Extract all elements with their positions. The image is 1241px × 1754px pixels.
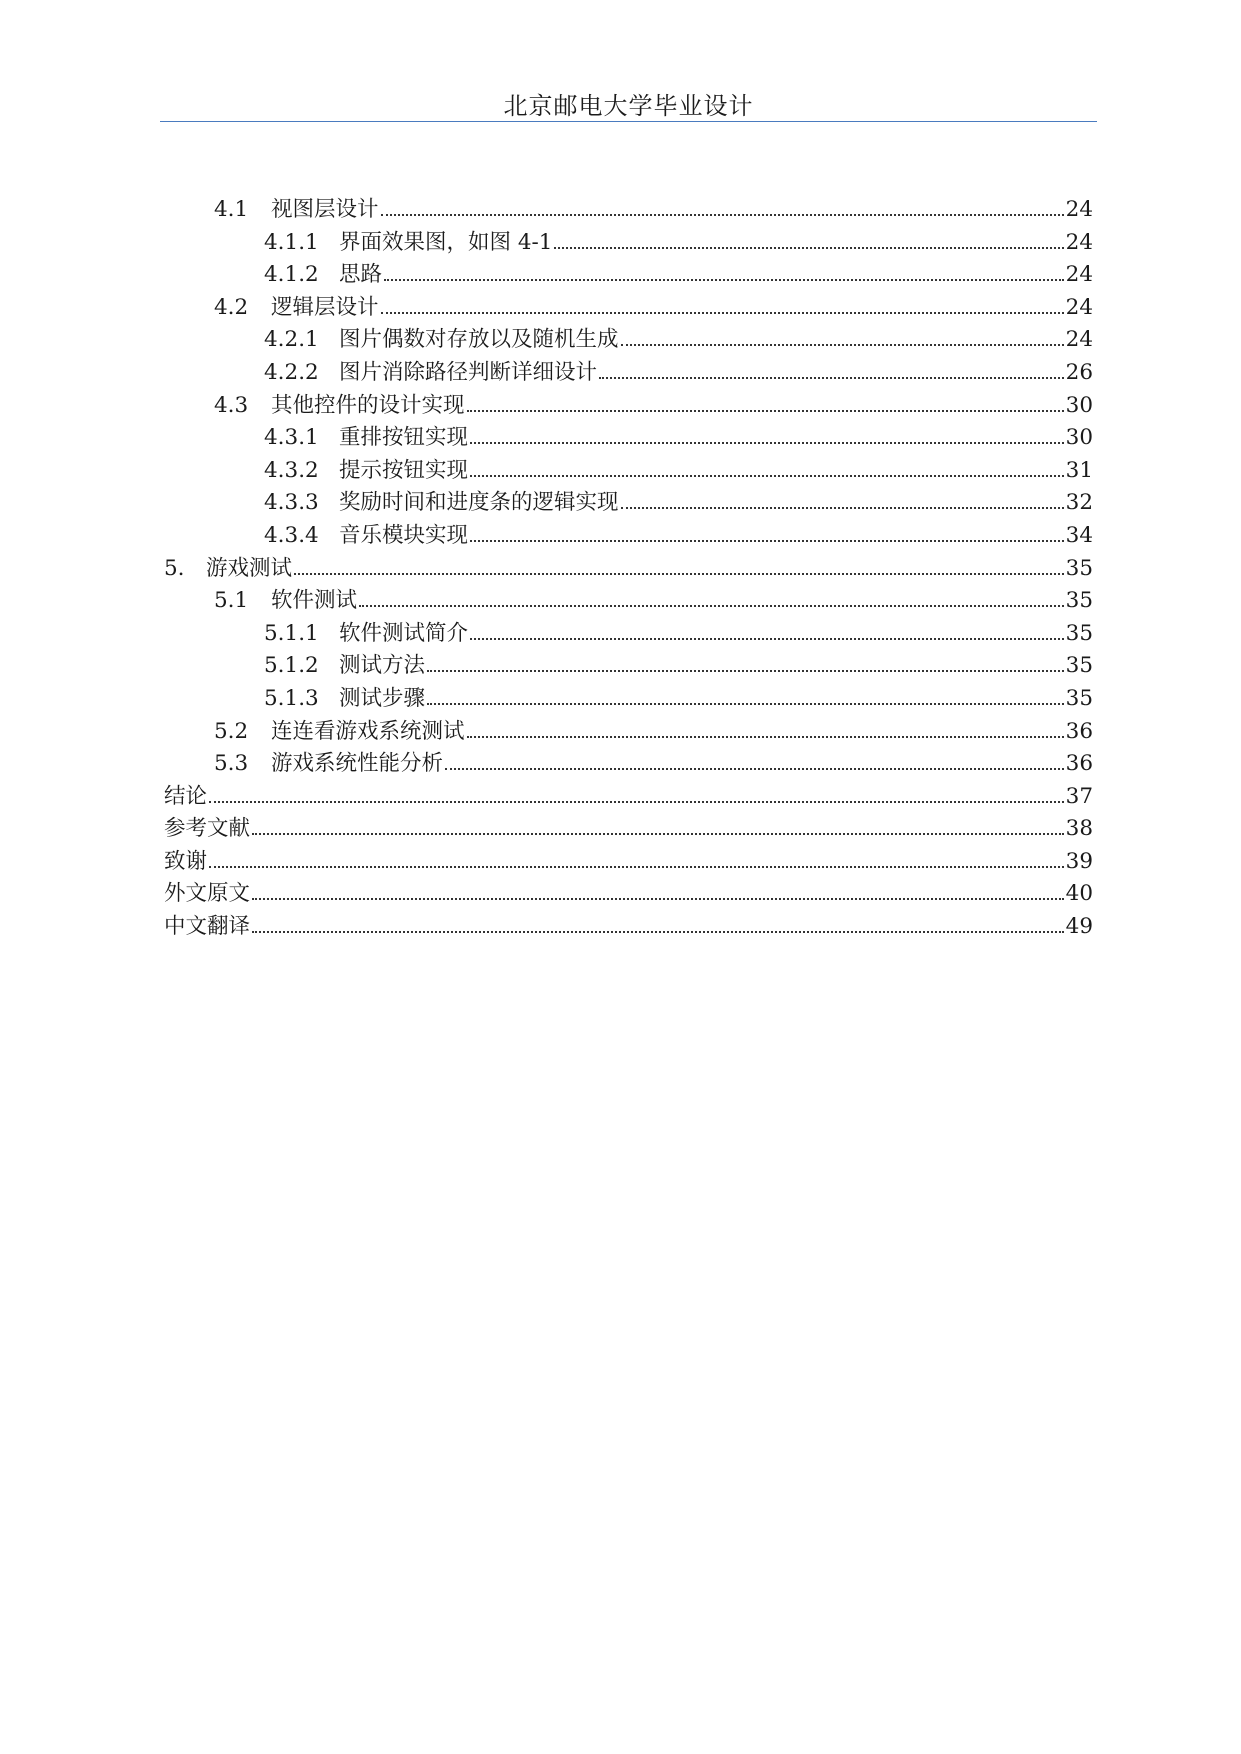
dot-leader: [252, 833, 1064, 835]
toc-entry-number: 5.1.3: [264, 685, 319, 711]
toc-entry[interactable]: [164, 876, 1093, 909]
dot-leader: [252, 898, 1064, 900]
toc-entry-title: 奖励时间和进度条的逻辑实现: [339, 490, 619, 516]
toc-entry[interactable]: [164, 681, 1093, 714]
toc-entry[interactable]: [164, 225, 1093, 258]
toc-entry-number: 5.: [164, 555, 185, 581]
toc-entry-page-number: 24: [1065, 294, 1093, 320]
toc-entry-number: 4.3.2: [264, 457, 319, 483]
dot-leader: [359, 605, 1064, 607]
toc-entry[interactable]: [164, 322, 1093, 355]
toc-entry-title: 思路: [339, 262, 383, 288]
toc-entry-number: 5.3: [214, 751, 249, 777]
toc-entry-title: 逻辑层设计: [271, 294, 379, 320]
toc-entry-title: 游戏系统性能分析: [271, 751, 444, 777]
toc-entry-page-number: 34: [1065, 522, 1093, 548]
toc-entry-title: 图片偶数对存放以及随机生成: [339, 327, 619, 353]
toc-entry-page-number: 32: [1065, 490, 1093, 516]
dot-leader: [470, 442, 1064, 444]
dot-leader: [381, 214, 1064, 216]
toc-entry[interactable]: [164, 616, 1093, 649]
page-header-title: 北京邮电大学毕业设计: [503, 92, 754, 120]
dot-leader: [470, 540, 1064, 542]
toc-entry-page-number: 36: [1065, 718, 1093, 744]
toc-entry-number: 4.2.2: [264, 359, 319, 385]
toc-entry-number: 4.3.1: [264, 425, 319, 451]
toc-entry[interactable]: [164, 583, 1093, 616]
toc-entry-title: 测试步骤: [339, 685, 426, 711]
dot-leader: [445, 768, 1064, 770]
toc-entry-number: 4.3: [214, 392, 249, 418]
toc-entry-title: 致谢: [164, 848, 208, 874]
toc-entry[interactable]: [164, 257, 1093, 290]
toc-entry[interactable]: [164, 909, 1093, 942]
toc-entry-page-number: 24: [1065, 262, 1093, 288]
toc-entry-number: 4.2.1: [264, 327, 319, 353]
toc-entry-title: 连连看游戏系统测试: [271, 718, 465, 744]
dot-leader: [470, 638, 1064, 640]
toc-entry-page-number: 24: [1065, 197, 1093, 222]
toc-entry-number: 4.1: [214, 197, 249, 222]
toc-entry-title: 参考文献: [164, 816, 251, 842]
toc-entry-title: 测试方法: [339, 653, 426, 679]
toc-entry-number: 4.3.3: [264, 490, 319, 516]
toc-entry-number: 5.1: [214, 588, 249, 614]
toc-entry[interactable]: [164, 779, 1093, 812]
toc-entry-page-number: 37: [1065, 783, 1093, 809]
dot-leader: [427, 670, 1064, 672]
dot-leader: [381, 312, 1064, 314]
toc-entry[interactable]: [164, 714, 1093, 747]
toc-entry-number: 5.1.1: [264, 620, 319, 646]
toc-entry-title: 软件测试简介: [339, 620, 469, 646]
toc-entry[interactable]: [164, 388, 1093, 421]
toc-entry-page-number: 40: [1065, 881, 1093, 907]
toc-entry[interactable]: [164, 420, 1093, 453]
toc-entry-page-number: 30: [1065, 392, 1093, 418]
toc-entry[interactable]: [164, 746, 1093, 779]
dot-leader: [467, 410, 1064, 412]
dot-leader: [427, 703, 1064, 705]
toc-entry[interactable]: [164, 290, 1093, 323]
toc-entry-number: 5.2: [214, 718, 249, 744]
toc-entry-page-number: 36: [1065, 751, 1093, 777]
toc-entry-page-number: 35: [1065, 555, 1093, 581]
header-divider: [160, 121, 1097, 122]
toc-entry-title: 提示按钮实现: [339, 457, 469, 483]
toc-entry-page-number: 26: [1065, 359, 1093, 385]
toc-entry-page-number: 35: [1065, 588, 1093, 614]
dot-leader: [209, 801, 1064, 803]
toc-entry-title: 其他控件的设计实现: [271, 392, 465, 418]
toc-entry-title: 外文原文: [164, 881, 251, 907]
toc-entry-title: 图片消除路径判断详细设计: [339, 359, 598, 385]
toc-entry-page-number: 49: [1065, 914, 1093, 940]
toc-entry-page-number: 38: [1065, 816, 1093, 842]
toc-entry-number: 4.2: [214, 294, 249, 320]
toc-entry[interactable]: [164, 648, 1093, 681]
dot-leader: [621, 344, 1064, 346]
toc-entry[interactable]: [164, 518, 1093, 551]
toc-entry-number: 4.1.2: [264, 262, 319, 288]
toc-entry-title: 软件测试: [271, 588, 358, 614]
toc-entry-page-number: 35: [1065, 685, 1093, 711]
toc-entry-title: 结论: [164, 783, 208, 809]
toc-entry-title: 游戏测试: [206, 555, 293, 581]
toc-entry-title: 音乐模块实现: [339, 522, 469, 548]
toc-entry-title: 界面效果图，如图 4-1: [339, 229, 553, 255]
dot-leader: [621, 507, 1064, 509]
toc-entry[interactable]: [164, 844, 1093, 877]
toc-entry-page-number: 24: [1065, 229, 1093, 255]
toc-entry[interactable]: [164, 485, 1093, 518]
toc-entry-title: 中文翻译: [164, 914, 251, 940]
toc-entry-title: 视图层设计: [271, 197, 379, 222]
dot-leader: [599, 377, 1064, 379]
dot-leader: [252, 931, 1064, 933]
dot-leader: [467, 736, 1064, 738]
dot-leader: [384, 279, 1064, 281]
toc-entry-page-number: 35: [1065, 620, 1093, 646]
toc-entry-number: 4.1.1: [264, 229, 319, 255]
dot-leader: [294, 573, 1064, 575]
dot-leader: [209, 866, 1064, 868]
toc-entry-number: 5.1.2: [264, 653, 319, 679]
dot-leader: [470, 475, 1064, 477]
toc-entry-page-number: 39: [1065, 848, 1093, 874]
toc-entry-page-number: 30: [1065, 425, 1093, 451]
toc-entry[interactable]: [164, 453, 1093, 486]
toc-entry[interactable]: [164, 355, 1093, 388]
toc-entry[interactable]: [164, 551, 1093, 584]
toc-entry-page-number: 24: [1065, 327, 1093, 353]
dot-leader: [554, 247, 1063, 249]
table-of-contents: [164, 192, 1093, 942]
toc-entry-page-number: 35: [1065, 653, 1093, 679]
toc-entry[interactable]: [164, 811, 1093, 844]
toc-entry-number: 4.3.4: [264, 522, 319, 548]
toc-entry-title: 重排按钮实现: [339, 425, 469, 451]
toc-entry-page-number: 31: [1065, 457, 1093, 483]
toc-entry[interactable]: [164, 192, 1093, 225]
